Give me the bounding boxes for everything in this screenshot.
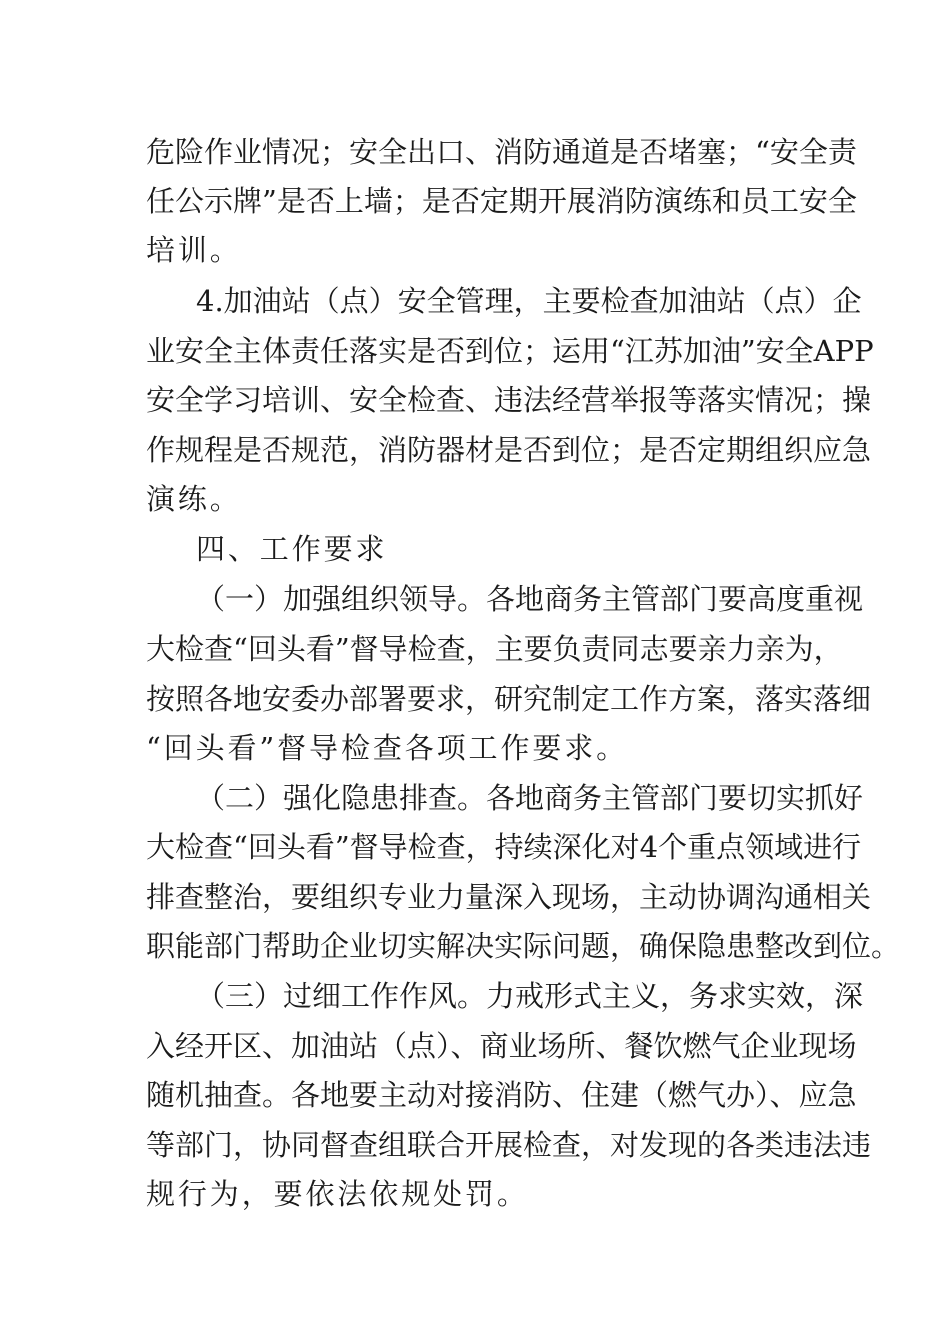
text-line: 按照各地安委办部署要求，研究制定工作方案，落实落细	[146, 682, 872, 716]
text-line: 规行为，要依法依规处罚。	[146, 1177, 529, 1211]
section-heading: 四、工作要求	[196, 532, 388, 566]
text-line: （二）强化隐患排查。各地商务主管部门要切实抓好	[196, 781, 864, 815]
text-line: 大检查“回头看”督导检查，持续深化对4个重点领域进行	[146, 830, 862, 864]
text-line: 排查整治，要组织专业力量深入现场，主动协调沟通相关	[146, 880, 872, 914]
text-line: 等部门，协同督查组联合开展检查，对发现的各类违法违	[146, 1128, 872, 1162]
text-line: “回头看”督导检查各项工作要求。	[146, 731, 629, 765]
text-line: （三）过细工作作风。力戒形式主义，务求实效，深	[196, 979, 864, 1013]
text-line: 大检查“回头看”督导检查，主要负责同志要亲力亲为，	[146, 632, 843, 666]
text-line: 作规程是否规范，消防器材是否到位；是否定期组织应急	[146, 433, 872, 467]
text-line: 培训。	[146, 233, 242, 267]
text-line: 入经开区、加油站（点）、商业场所、餐饮燃气企业现场	[146, 1029, 857, 1063]
text-line: 任公示牌”是否上墙；是否定期开展消防演练和员工安全	[146, 184, 857, 218]
text-line: 4.加油站（点）安全管理，主要检查加油站（点）企	[196, 284, 862, 318]
text-line: 危险作业情况；安全出口、消防通道是否堵塞；“安全责	[146, 135, 857, 169]
text-line: 随机抽查。各地要主动对接消防、住建（燃气办）、应急	[146, 1078, 857, 1112]
text-line: 演练。	[146, 482, 242, 516]
text-line: 安全学习培训、安全检查、违法经营举报等落实情况；操	[146, 383, 872, 417]
text-line: 职能部门帮助企业切实解决实际问题，确保隐患整改到位。	[146, 929, 901, 963]
text-line: （一）加强组织领导。各地商务主管部门要高度重视	[196, 582, 864, 616]
text-line: 业安全主体责任落实是否到位；运用“江苏加油”安全APP	[146, 334, 874, 368]
